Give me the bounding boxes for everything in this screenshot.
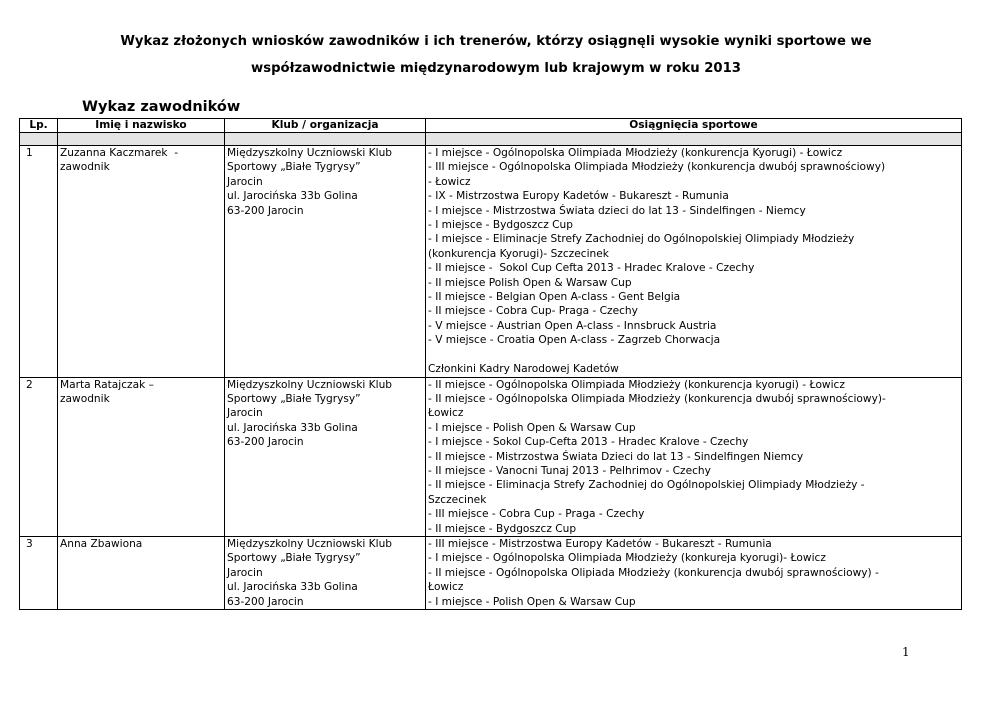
achievements-cell-line: - III miejsce - Mistrzostwa Europy Kadetów - Bukareszt - Rumunia [428, 537, 772, 550]
achievements-cell-line: - I miejsce - Bydgoszcz Cup [428, 219, 573, 232]
table-row [20, 536, 962, 609]
club-cell [225, 377, 426, 536]
achievements-cell-line: - III miejsce - Ogólnopolska Olimpiada Młodzieży (konkurencja dwubój sprawnościowy) [428, 161, 886, 174]
achievements-cell-line: - Łowicz [428, 175, 471, 188]
document-title-line1: Wykaz złożonych wniosków zawodników i ich trenerów, którzy osiągnęli wysokie wyniki sportowe we [120, 34, 872, 49]
spacer-cell [58, 133, 225, 146]
achievements-cell-line: - II miejsce - Ogólnopolska Olimpiada Młodzieży (konkurencja dwubój sprawnościowy)- [428, 392, 886, 405]
column-header-lp: Lp. [20, 119, 58, 133]
club-cell-line: ul. Jarocińska 33b Golina [227, 581, 358, 594]
club-cell-line: 63-200 Jarocin [227, 595, 304, 608]
achievements-cell-line: Łowicz [428, 581, 464, 594]
club-cell-line: 63-200 Jarocin [227, 436, 304, 449]
achievements-cell-line: - V miejsce - Croatia Open A-class - Zagrzeb Chorwacja [428, 334, 721, 347]
achievements-cell-line [428, 348, 959, 362]
achievements-cell-line: Członkini Kadry Narodowej Kadetów [428, 363, 619, 376]
club-cell-line: Jarocin [227, 566, 263, 579]
achievements-cell-line: - II miejsce - Ogólnopolska Olimpiada Młodzieży (konkurencja kyorugi) - Łowicz [428, 378, 845, 391]
achievements-cell-line: - II miejsce - Ogólnopolska Olipiada Młodzieży (konkurencja dwubój sprawnościowy) - [428, 566, 879, 579]
section-subtitle: Wykaz zawodników [82, 99, 241, 115]
club-cell-line: ul. Jarocińska 33b Golina [227, 190, 358, 203]
achievements-cell-line: Łowicz [428, 407, 464, 420]
table-header-row [20, 119, 962, 133]
achievements-cell-line: - I miejsce - Mistrzostwa Świata dzieci do lat 13 - Sindelfingen - Niemcy [428, 204, 806, 217]
athlete-name-cell-line: zawodnik [60, 161, 110, 174]
achievements-cell-line: - I miejsce - Polish Open & Warsaw Cup [428, 421, 636, 434]
achievements-cell [426, 146, 962, 378]
column-header-club: Klub / organizacja [225, 119, 426, 133]
club-cell [225, 146, 426, 378]
club-cell-line: Międzyszkolny Uczniowski Klub [227, 147, 393, 159]
athlete-name-cell-line: Zuzanna Kaczmarek - [60, 147, 179, 159]
club-cell-line: Międzyszkolny Uczniowski Klub [227, 378, 393, 391]
achievements-cell-line: - II miejsce - Sokol Cup Cefta 2013 - Hradec Kralove - Czechy [428, 262, 755, 275]
achievements-cell [426, 377, 962, 536]
row-number-cell-line: 3 [26, 537, 33, 550]
achievements-cell-line: - I miejsce - Eliminacje Strefy Zachodniej do Ogólnopolskiej Olimpiady Młodzieży [428, 233, 855, 246]
club-cell [225, 536, 426, 609]
row-number-cell-line: 1 [26, 147, 33, 159]
club-cell-line: Jarocin [227, 407, 263, 420]
athlete-name-cell-line: Marta Ratajczak – [60, 378, 154, 391]
shaded-spacer-row [20, 133, 962, 146]
achievements-cell-line: - II miejsce - Cobra Cup- Praga - Czechy [428, 305, 638, 318]
achievements-cell-line: - II miejsce - Bydgoszcz Cup [428, 522, 577, 535]
spacer-cell [20, 133, 58, 146]
achievements-cell-line: - II miejsce - Mistrzostwa Świata Dzieci do lat 13 - Sindelfingen Niemcy [428, 450, 804, 463]
table-row [20, 146, 962, 378]
spacer-cell [225, 133, 426, 146]
athlete-name-cell-line: zawodnik [60, 392, 110, 405]
achievements-cell-line: - II miejsce - Belgian Open A-class - Gent Belgia [428, 291, 681, 304]
achievements-cell-line: - III miejsce - Cobra Cup - Praga - Czechy [428, 508, 645, 521]
achievements-cell-line: - V miejsce - Austrian Open A-class - Innsbruck Austria [428, 319, 717, 332]
table-row [20, 377, 962, 536]
athlete-name-cell [58, 536, 225, 609]
achievements-cell-line: - II miejsce Polish Open & Warsaw Cup [428, 276, 632, 289]
achievements-cell-line: (konkurencja Kyorugi)- Szczecinek [428, 247, 609, 260]
club-cell-line: Jarocin [227, 175, 263, 188]
achievements-cell-line: - IX - Mistrzostwa Europy Kadetów - Bukareszt - Rumunia [428, 190, 729, 203]
club-cell-line: Sportowy „Białe Tygrysy” [227, 392, 361, 405]
column-header-achievements: Osiągnięcia sportowe [426, 119, 962, 133]
athletes-table [19, 118, 962, 610]
club-cell-line: Międzyszkolny Uczniowski Klub [227, 537, 393, 550]
achievements-cell-line: - I miejsce - Sokol Cup-Cefta 2013 - Hradec Kralove - Czechy [428, 436, 749, 449]
row-number-cell-line: 2 [26, 378, 33, 391]
club-cell-line: 63-200 Jarocin [227, 204, 304, 217]
achievements-cell-line: - I miejsce - Ogólnopolska Olimpiada Młodzieży (konkureja kyorugi)- Łowicz [428, 552, 826, 565]
athlete-name-cell-line: Anna Zbawiona [60, 537, 143, 550]
club-cell-line: ul. Jarocińska 33b Golina [227, 421, 358, 434]
achievements-cell-line: - I miejsce - Ogólnopolska Olimpiada Młodzieży (konkurencja Kyorugi) - Łowicz [428, 147, 843, 159]
athlete-name-cell [58, 146, 225, 378]
document-title-line2: współzawodnictwie międzynarodowym lub krajowym w roku 2013 [251, 61, 741, 76]
row-number-cell [20, 536, 58, 609]
achievements-cell [426, 536, 962, 609]
spacer-cell [426, 133, 962, 146]
athlete-name-cell [58, 377, 225, 536]
achievements-cell-line: Szczecinek [428, 493, 487, 506]
achievements-cell-line: - II miejsce - Eliminacja Strefy Zachodniej do Ogólnopolskiej Olimpiady Młodzieży - [428, 479, 865, 492]
club-cell-line: Sportowy „Białe Tygrysy” [227, 552, 361, 565]
achievements-cell-line: - II miejsce - Vanocni Tunaj 2013 - Pelhrimov - Czechy [428, 464, 711, 477]
row-number-cell [20, 146, 58, 378]
club-cell-line: Sportowy „Białe Tygrysy” [227, 161, 361, 174]
row-number-cell [20, 377, 58, 536]
achievements-cell-line: - I miejsce - Polish Open & Warsaw Cup [428, 595, 636, 608]
page-number: 1 [902, 645, 910, 659]
column-header-name: Imię i nazwisko [58, 119, 225, 133]
